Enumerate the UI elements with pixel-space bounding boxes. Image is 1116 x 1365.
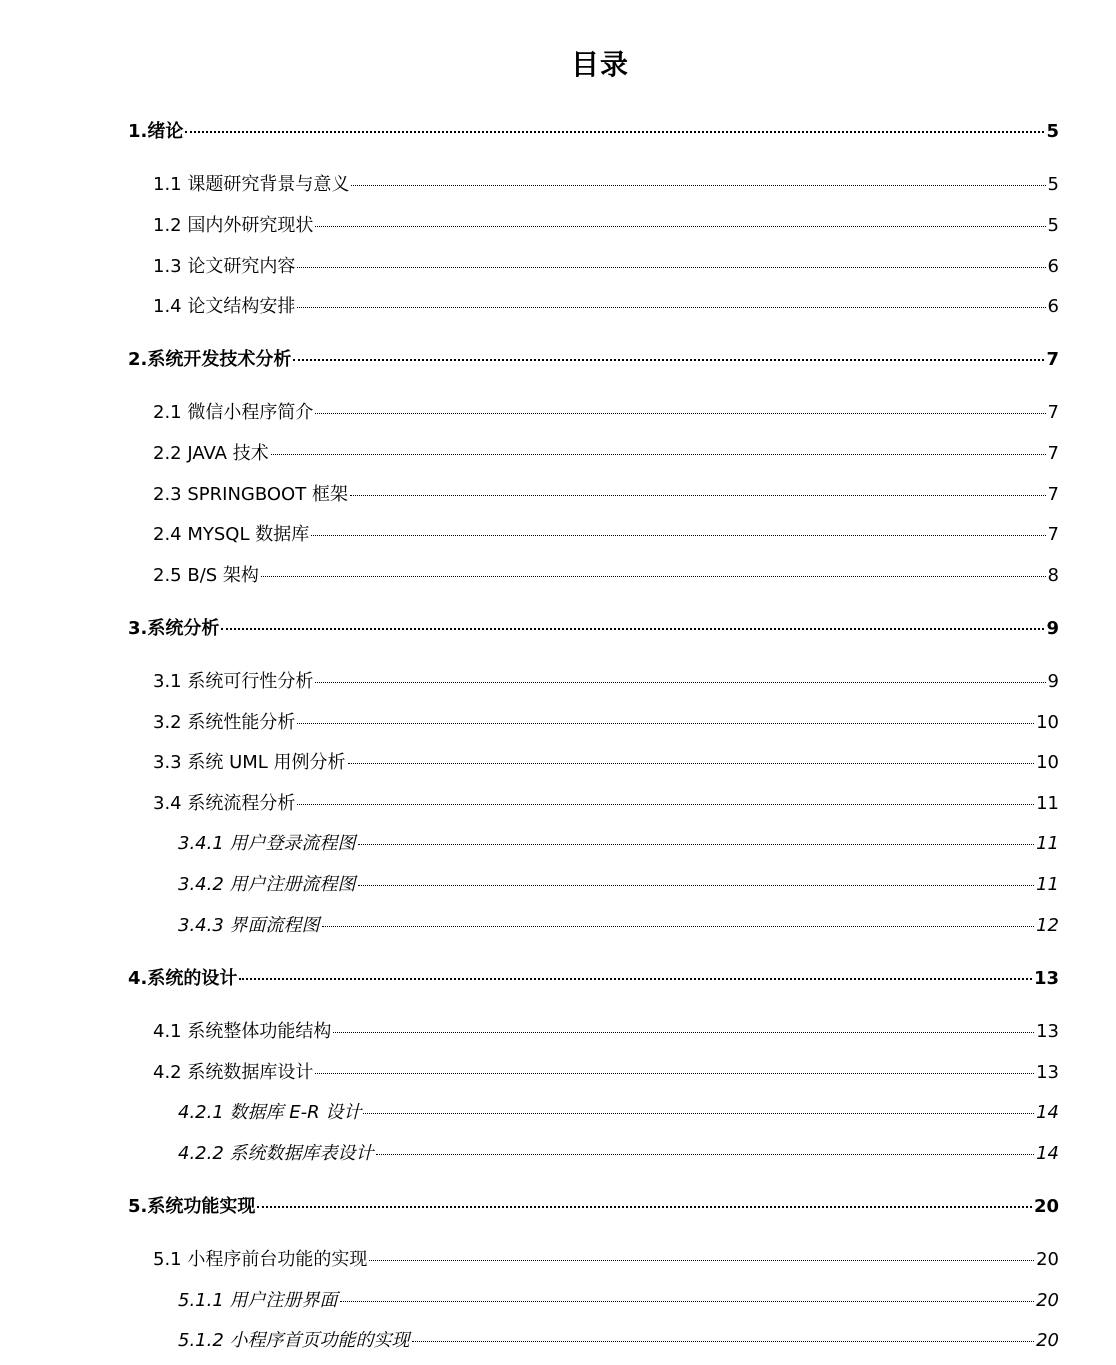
dot-leader [297, 723, 1034, 724]
toc-entry-label: 3.1 系统可行性分析 [153, 671, 314, 692]
toc-entry-page: 10 [1036, 712, 1059, 733]
toc-entry-5-1-2[interactable] [178, 1326, 1059, 1352]
dot-leader [297, 307, 1045, 308]
toc-entry-page: 6 [1047, 296, 1059, 317]
toc-entry-3-4-3[interactable] [178, 911, 1059, 937]
toc-entry-chapter-4[interactable] [128, 964, 1059, 990]
dot-leader [297, 804, 1034, 805]
toc-entry-4-2-1[interactable] [178, 1098, 1059, 1124]
toc-entry-label: 3.4 系统流程分析 [153, 793, 296, 814]
toc-entry-2-5[interactable] [153, 561, 1059, 587]
dot-leader [350, 495, 1046, 496]
toc-entry-label: 4.1 系统整体功能结构 [153, 1021, 332, 1042]
toc-entry-page: 5 [1047, 174, 1059, 195]
toc-entry-label: 4.2.2 系统数据库表设计 [178, 1143, 374, 1164]
dot-leader [293, 359, 1044, 361]
toc-entry-page: 14 [1036, 1143, 1059, 1164]
toc-entry-3-3[interactable] [153, 748, 1059, 774]
toc-entry-label: 4.2 系统数据库设计 [153, 1062, 314, 1083]
toc-entry-page: 11 [1036, 833, 1059, 854]
toc-entry-page: 6 [1047, 256, 1059, 277]
dot-leader [315, 413, 1045, 414]
toc-entry-2-1[interactable] [153, 398, 1059, 424]
dot-leader [315, 1073, 1034, 1074]
toc-entry-chapter-2[interactable] [128, 345, 1059, 371]
dot-leader [315, 682, 1045, 683]
toc-entry-2-4[interactable] [153, 520, 1059, 546]
toc-entry-page: 7 [1047, 443, 1059, 464]
dot-leader [322, 926, 1035, 927]
toc-entry-5-1-1[interactable] [178, 1286, 1059, 1312]
toc-entry-label: 2.2 JAVA 技术 [153, 443, 269, 464]
toc-entry-page: 20 [1033, 1196, 1059, 1217]
dot-leader [315, 226, 1045, 227]
dot-leader [311, 535, 1045, 536]
dot-leader [271, 454, 1046, 455]
toc-entry-3-4-2[interactable] [178, 870, 1059, 896]
toc-entry-page: 20 [1036, 1330, 1059, 1351]
toc-entry-label: 1.1 课题研究背景与意义 [153, 174, 350, 195]
toc-entry-label: 2.系统开发技术分析 [128, 349, 292, 370]
toc-entry-label: 2.5 B/S 架构 [153, 565, 259, 586]
toc-entry-page: 7 [1047, 402, 1059, 423]
toc-entry-2-2[interactable] [153, 439, 1059, 465]
dot-leader [412, 1341, 1035, 1342]
toc-entry-label: 2.4 MYSQL 数据库 [153, 524, 310, 545]
toc-entry-label: 1.2 国内外研究现状 [153, 215, 314, 236]
toc-entry-page: 7 [1047, 484, 1059, 505]
dot-leader [297, 267, 1045, 268]
dot-leader [358, 885, 1035, 886]
dot-leader [348, 763, 1035, 764]
dot-leader [340, 1301, 1035, 1302]
toc-entry-label: 4.2.1 数据库 E-R 设计 [178, 1102, 362, 1123]
toc-entry-label: 2.3 SPRINGBOOT 框架 [153, 484, 348, 505]
toc-entry-page: 9 [1047, 671, 1059, 692]
dot-leader [239, 978, 1032, 980]
toc-entry-3-4-1[interactable] [178, 829, 1059, 855]
toc-entry-page: 13 [1036, 1021, 1059, 1042]
toc-entry-page: 12 [1036, 915, 1059, 936]
toc-entry-1-3[interactable] [153, 252, 1059, 278]
toc-entry-label: 1.绪论 [128, 121, 184, 142]
toc-entry-chapter-5[interactable] [128, 1192, 1059, 1218]
toc-entry-1-2[interactable] [153, 211, 1059, 237]
toc-entry-3-1[interactable] [153, 667, 1059, 693]
toc-entry-label: 3.3 系统 UML 用例分析 [153, 752, 346, 773]
toc-entry-chapter-3[interactable] [128, 614, 1059, 640]
toc-entry-page: 11 [1036, 793, 1059, 814]
dot-leader [333, 1032, 1034, 1033]
toc-entry-3-4[interactable] [153, 789, 1059, 815]
toc-entry-label: 4.系统的设计 [128, 968, 238, 989]
toc-entry-label: 5.1 小程序前台功能的实现 [153, 1249, 368, 1270]
page-title: 目录 [570, 48, 629, 81]
toc-entry-page: 9 [1046, 618, 1059, 639]
toc-entry-page: 7 [1047, 524, 1059, 545]
toc-entry-label: 5.1.1 用户注册界面 [178, 1290, 338, 1311]
toc-entry-label: 5.1.2 小程序首页功能的实现 [178, 1330, 410, 1351]
toc-entry-4-1[interactable] [153, 1017, 1059, 1043]
toc-entry-5-1[interactable] [153, 1245, 1059, 1271]
toc-entry-label: 3.系统分析 [128, 618, 220, 639]
toc-entry-1-4[interactable] [153, 292, 1059, 318]
dot-leader [351, 185, 1045, 186]
dot-leader [363, 1113, 1034, 1114]
dot-leader [261, 576, 1046, 577]
toc-entry-label: 3.4.1 用户登录流程图 [178, 833, 356, 854]
toc-entry-label: 3.2 系统性能分析 [153, 712, 296, 733]
toc-entry-page: 11 [1036, 874, 1059, 895]
toc-entry-3-2[interactable] [153, 708, 1059, 734]
toc-entry-page: 10 [1036, 752, 1059, 773]
toc-entry-page: 8 [1047, 565, 1059, 586]
toc-entry-page: 20 [1036, 1290, 1059, 1311]
toc-entry-chapter-1[interactable] [128, 117, 1059, 143]
toc-entry-label: 5.系统功能实现 [128, 1196, 256, 1217]
toc-entry-1-1[interactable] [153, 170, 1059, 196]
toc-entry-page: 13 [1036, 1062, 1059, 1083]
toc-entry-page: 5 [1047, 215, 1059, 236]
dot-leader [185, 131, 1044, 133]
dot-leader [257, 1206, 1032, 1208]
toc-entry-label: 2.1 微信小程序简介 [153, 402, 314, 423]
dot-leader [369, 1260, 1034, 1261]
toc-entry-label: 1.3 论文研究内容 [153, 256, 296, 277]
toc-entry-4-2[interactable] [153, 1058, 1059, 1084]
toc-entry-label: 3.4.3 界面流程图 [178, 915, 320, 936]
toc-entry-page: 7 [1046, 349, 1059, 370]
toc-entry-page: 20 [1036, 1249, 1059, 1270]
toc-entry-page: 14 [1036, 1102, 1059, 1123]
toc-entry-2-3[interactable] [153, 480, 1059, 506]
dot-leader [376, 1154, 1035, 1155]
toc-entry-page: 5 [1046, 121, 1059, 142]
dot-leader [221, 628, 1044, 630]
toc-entry-4-2-2[interactable] [178, 1139, 1059, 1165]
toc-entry-label: 3.4.2 用户注册流程图 [178, 874, 356, 895]
toc-entry-page: 13 [1033, 968, 1059, 989]
dot-leader [358, 844, 1035, 845]
toc-entry-label: 1.4 论文结构安排 [153, 296, 296, 317]
